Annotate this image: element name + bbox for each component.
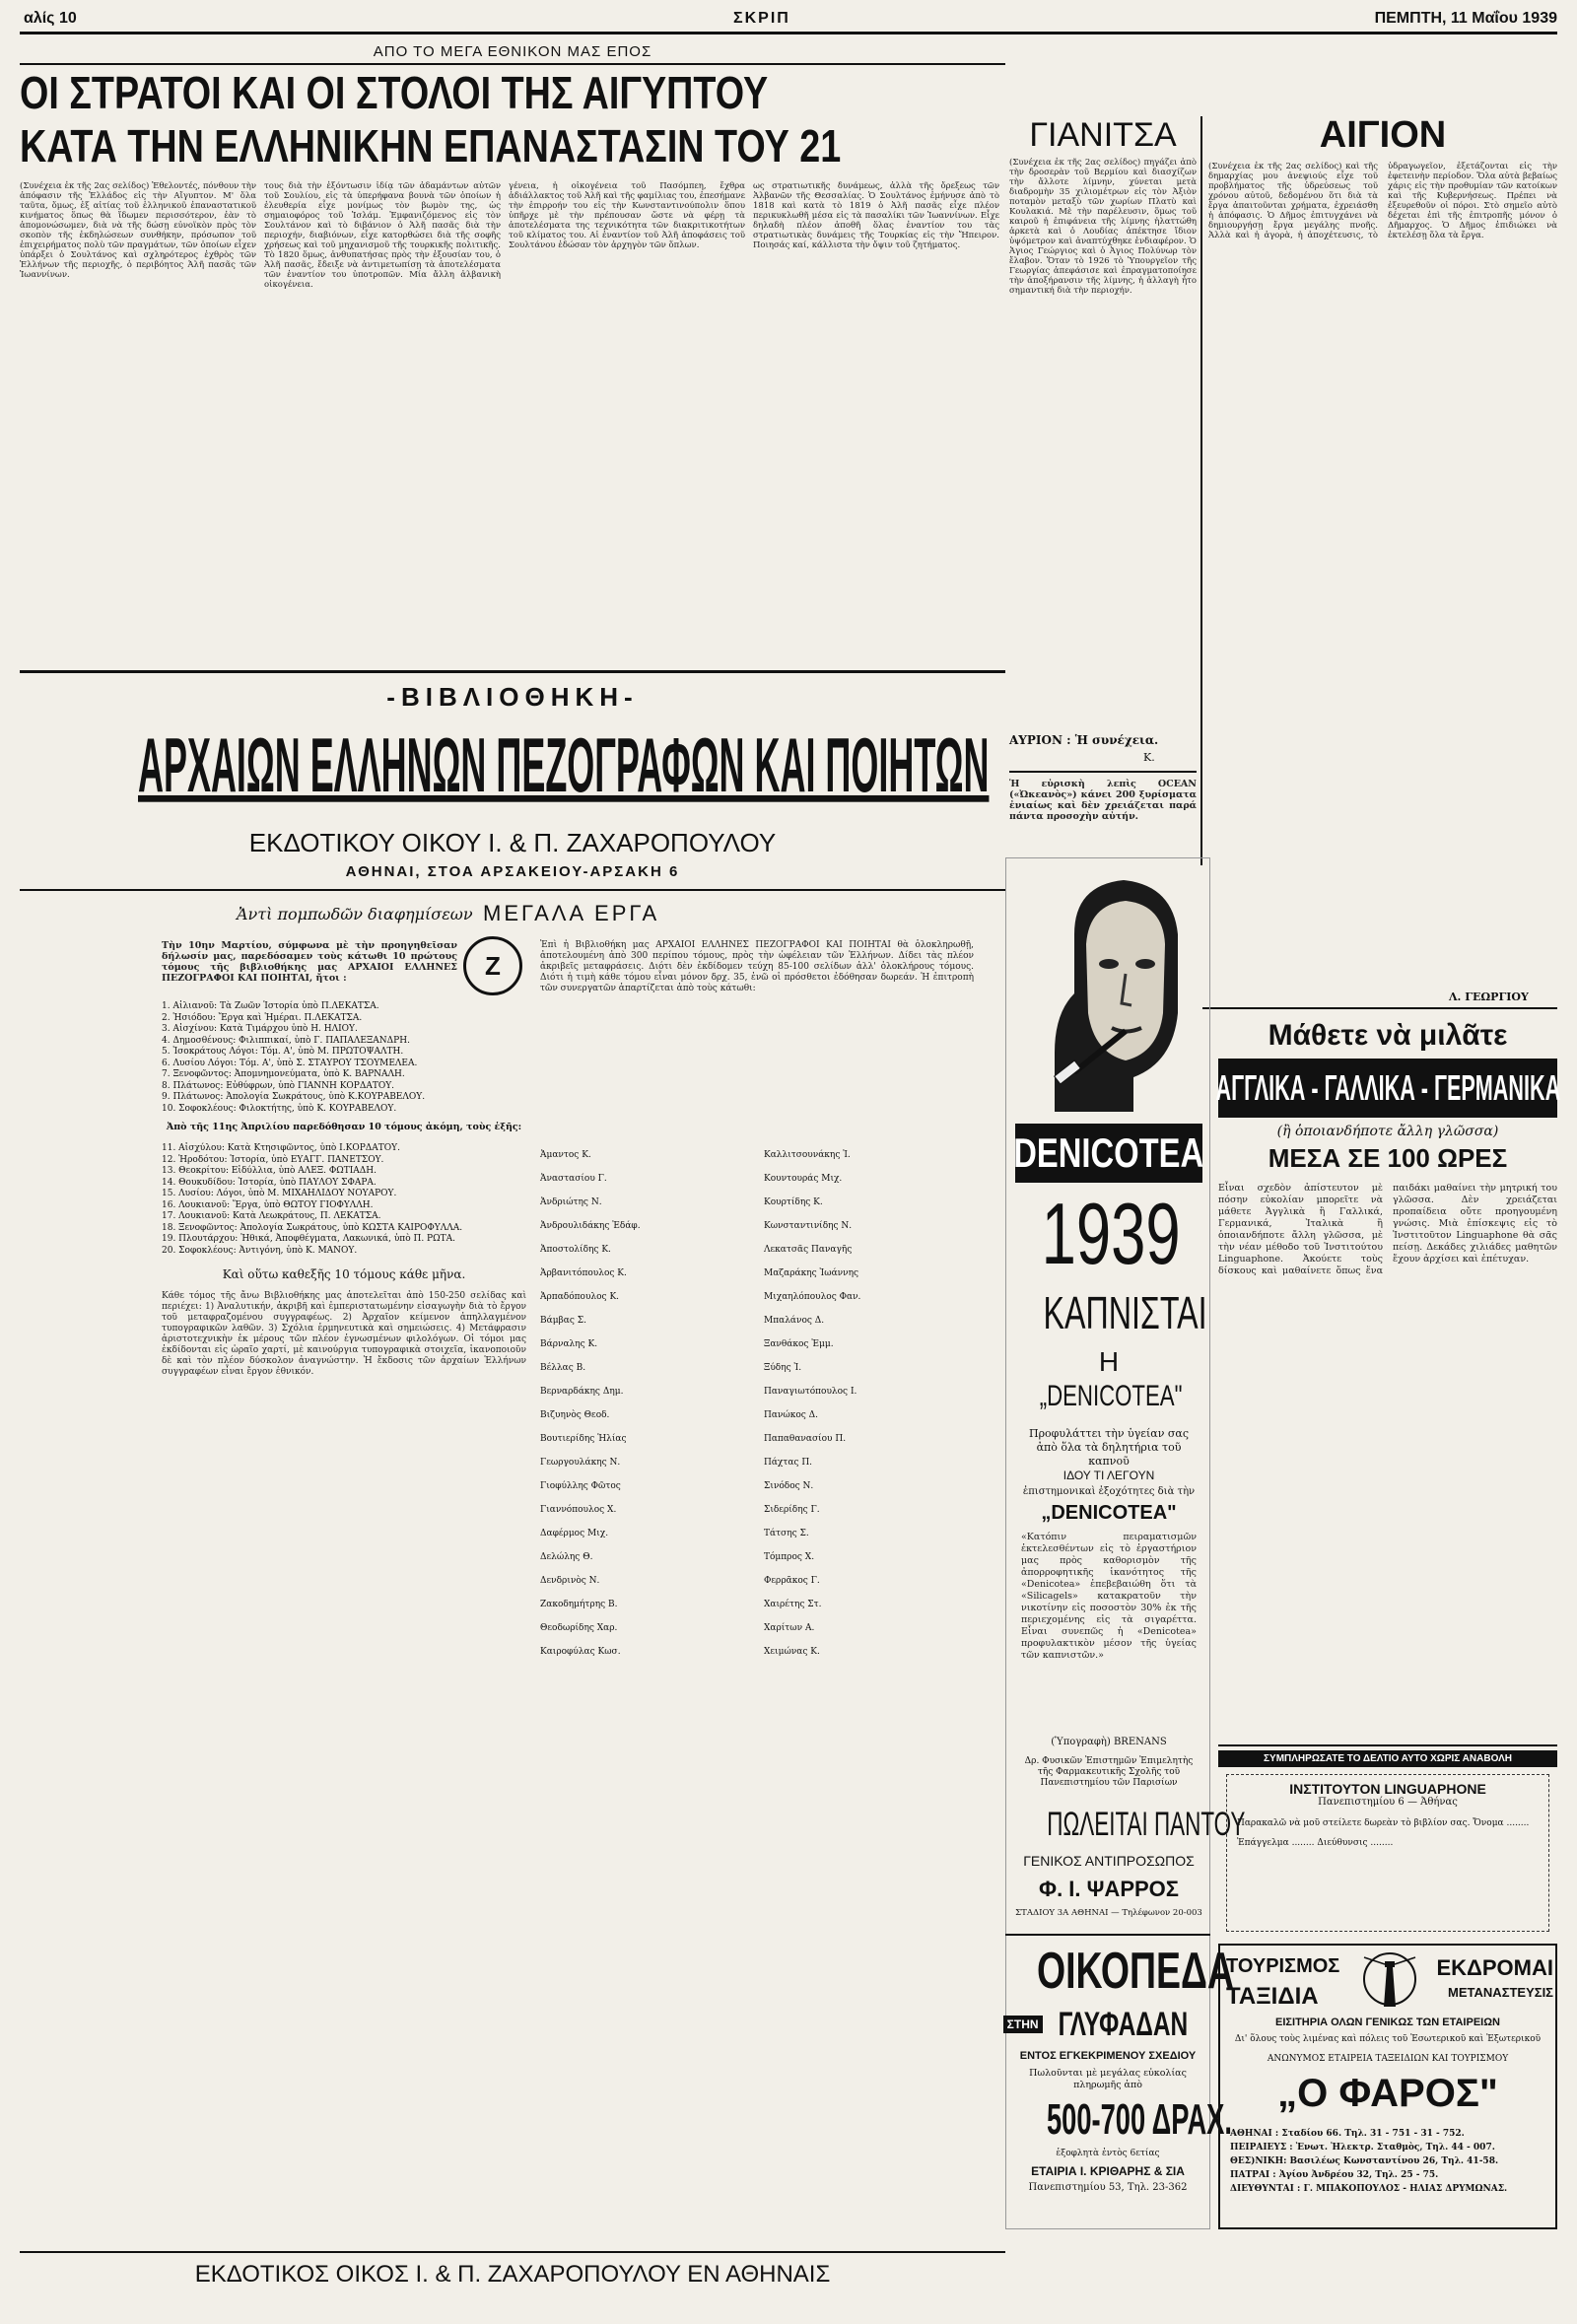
article-headline-1 — [20, 67, 1005, 118]
travel-office-item: ΔΙΕΥΘΥΝΤΑΙ : Γ. ΜΠΑΚΟΠΟΥΛΟΣ - ΗΛΙΑΣ ΔΡΥΜΩΝΑΣ. — [1230, 2184, 1508, 2194]
plots-company: ΕΤΑΙΡΙΑ Ι. ΚΡΙΘΑΡΗΣ & ΣΙΑ — [1031, 2164, 1185, 2178]
ganitsa-anchor — [1009, 39, 1197, 40]
library-title-box — [138, 719, 990, 818]
plots-plan: ΕΝΤΟΣ ΕΓΚΕΚΡΙΜΕΝΟΥ ΣΧΕΔΙΟΥ — [1019, 2050, 1197, 2062]
denicotea-doctor: Δρ. Φυσικῶν Ἐπιστημῶν Ἐπιμελητὴς τῆς Φαρμακευτικῆς Σχολῆς τοῦ Πανεπιστημίου τῶν Παρισίων — [1024, 1756, 1194, 1788]
collaborator-item: Μιχαηλόπουλος Φαν. — [764, 1292, 861, 1302]
collaborator-item: Μπαλάνος Δ. — [764, 1316, 825, 1326]
ganitsa-title: ΓΙΑΝΙΤΣΑ — [1029, 116, 1177, 154]
page-header — [24, 6, 1557, 32]
collaborator-item: Χαρίτων Α. — [764, 1623, 815, 1633]
collaborator-item: Καιροφύλας Κωσ. — [540, 1647, 621, 1657]
article-kicker: ΑΠΟ ΤΟ ΜΕΓΑ ΕΘΝΙΚΟΝ ΜΑΣ ΕΠΟΣ — [373, 43, 652, 60]
page-number: αλίς 10 — [24, 10, 77, 27]
aigion-author: Λ. ΓΕΩΡΓΙΟΥ — [1449, 991, 1529, 1003]
collaborator-item: Χαιρέτης Στ. — [764, 1600, 822, 1609]
collaborator-item: Κουρτίδης Κ. — [764, 1197, 823, 1207]
library-volume-item: 1. Αἰλιανοῦ: Τὰ Ζωῶν Ἱστορία ὑπὸ Π.ΛΕΚΑΤΣΑ. — [162, 1001, 379, 1011]
library-volume-item: 8. Πλάτωνος: Εὐθύφρων, ὑπὸ ΓΙΑΝΝΗ ΚΟΡΔΑΤΟΥ. — [162, 1080, 395, 1091]
aigion-title: ΑΙΓΙΟΝ — [1319, 114, 1447, 156]
library-volume-item: 17. Λουκιανοῦ: Κατὰ Λεωκράτους, Π. ΛΕΚΑΤΣΑ. — [162, 1211, 381, 1221]
ganitsa-signoff: ΑΥΡΙΟΝ : Ἡ συνέχεια. — [1009, 733, 1159, 747]
denicotea-address: ΣΤΑΔΙΟΥ 3Α ΑΘΗΝΑΙ — Τηλέφωνον 20-003 — [1015, 1908, 1202, 1918]
collaborator-item: Ἀνδριώτης Ν. — [540, 1197, 602, 1207]
aigion-bottom-rule — [1202, 1007, 1557, 1009]
plots-top-rule — [1005, 1934, 1210, 1936]
publisher-logo-icon: Z — [463, 936, 522, 995]
denicotea-quoted: „DENICOTEA" — [1039, 1380, 1183, 1412]
plots-in: ΣΤΗΝ — [1003, 2016, 1043, 2033]
header-rule — [20, 32, 1557, 34]
library-volume-item: 14. Θουκυδίδου: Ἱστορία, ὑπὸ ΠΑΥΛΟΥ ΣΦΑΡΑ. — [162, 1177, 377, 1188]
headline-1-text: ΟΙ ΣΤΡΑΤΟΙ ΚΑΙ ΟΙ ΣΤΟΛΟΙ ΤΗΣ ΑΙΓΥΠΤΟΥ — [20, 67, 769, 118]
collaborator-item: Κουντουράς Μιχ. — [764, 1174, 843, 1184]
library-volume-item: 18. Ξενοφῶντος: Ἀπολογία Σωκράτους, ὑπὸ ΚΩΣΤΑ ΚΑΙΡΟΦΥΛΛΑ. — [162, 1222, 463, 1233]
library-title: ΑΡΧΑΙΩΝ ΕΛΛΗΝΩΝ ΠΕΖΟΓΡΑΦΩΝ ΚΑΙ ΠΟΙΗΤΩΝ — [138, 721, 990, 809]
library-label: -ΒΙΒΛΙΟΘΗΚΗ- — [386, 682, 639, 712]
collaborator-item: Γιαννόπουλος Χ. — [540, 1505, 617, 1515]
library-volume-item: 2. Ἡσιόδου: Ἔργα καὶ Ἡμέραι. Π.ΛΕΚΑΤΣΑ. — [162, 1012, 363, 1023]
library-top-rule — [20, 670, 1005, 673]
library-volume-item: 5. Ἰσοκράτους Λόγοι: Τόμ. Α', ὑπὸ Μ. ΠΡΩΤΟΨΑΛΤΗ. — [162, 1047, 404, 1057]
collaborator-item: Τάτσης Σ. — [764, 1529, 809, 1538]
collaborator-item: Ἀναστασίου Γ. — [540, 1174, 607, 1184]
library-weekly: Καὶ οὕτω καθεξῆς 10 τόμους κάθε μῆνα. — [222, 1267, 466, 1281]
collaborator-item: Λεκατσᾶς Παναγῆς — [764, 1245, 853, 1255]
collaborator-item: Ἀρπαδόπουλος Κ. — [540, 1292, 620, 1302]
plots-title: ΟΙΚΟΠΕΔΑ — [1037, 1943, 1234, 2000]
lang-inst: ΙΝΣΤΙΤΟΥΤΟΝ LINGUAPHONE — [1289, 1781, 1486, 1797]
plots-terms: Πωλοῦνται μὲ μεγάλας εὐκολίας πληρωμῆς ἀπὸ — [1029, 2068, 1187, 2090]
library-footer: ΕΚΔΟΤΙΚΟΣ ΟΙΚΟΣ Ι. & Π. ΖΑΧΑΡΟΠΟΥΛΟΥ ΕΝ ΑΘΗΝΑΙΣ — [194, 2261, 831, 2288]
collaborator-item: Δενδρινὸς Ν. — [540, 1576, 600, 1586]
library-volume-item: 16. Λουκιανοῦ: Ἔργα, ὑπὸ ΘΩΤΟΥ ΓΙΟΦΥΛΛΗ. — [162, 1199, 374, 1210]
article-column-4: ως στρατιωτικῆς δυνάμεως, ἀλλὰ τῆς ὄρεξεως τῶν Ἀλβανῶν τῆς Θεσσαλίας. Ὁ Σουλτάνος ἐμήνυσε ἀπὸ τὸ 1818 καὶ κατὰ τὸ 1819 ὁ Ἀλῆ πασᾶς εἶχε πλέον περικυκλωθῆ μέσα εἰς τὰ πασαλίκι τῶν Ἰωαννίνων. Εἶχε δηλαδὴ πλέον ἀποθῆ ὅλας ἐναντίον του τὰς στρατιωτικὰς δυνάμεις τῆς Τουρκίας εἰς τὴν Ἤπειρον. Ποιησάς καί, κάλλιστα τὴν ὄψιν τοῦ ζητήματος. — [753, 181, 999, 250]
collaborator-item: Βουτιερίδης Ἡλίας — [540, 1434, 627, 1444]
denicotea-tagline: Προφυλάττει τὴν ὑγείαν σας ἀπὸ ὅλα τὰ δηλητήρια τοῦ καπνοῦ — [1029, 1427, 1189, 1468]
article-column-3: γένεια, ἡ οἰκογένεια τοῦ Πασόμπεη, ἔχθρα ἀδιάλλακτος τοῦ Ἀλῆ καὶ τῆς φαμίλιας του, ἐπεσήμανε τὴν ἐπιρροήν του εἰς τὴν Κωνσταντινούπολιν ὅπου ὑπῆρχε μὲ τὴν πρέπουσαν ὥστε νὰ φέρῃ τὰ ἀποτελέσματα της τεχνικότητα τῶν διακριτικοτήτων τοῦ κλίματος του. Αἱ ἐναντίον τοῦ Ἀλῆ ἀποφάσεις τοῦ Σουλτάνου ἐδώσαν τὸν ἀρχηγὸν τῶν ὅπλων. — [509, 181, 745, 250]
library-volume-item: 13. Θεοκρίτου: Εἰδύλλια, ὑπὸ ΑΛΕΞ. ΦΩΤΙΑΔΗ. — [162, 1166, 377, 1176]
collaborator-item: Δελώλης Θ. — [540, 1552, 593, 1562]
travel-transfer: ΜΕΤΑΝΑΣΤΕΥΣΙΣ — [1448, 1985, 1553, 2000]
collaborator-item: Βέλλας Β. — [540, 1363, 586, 1373]
article-column-2: τους διὰ τὴν ἐξόντωσιν ἰδίᾳ τῶν ἀδαμάντων αὐτῶν τοῦ Σουλίου, εἰς τὰ ὑπερήφανα βουνὰ τῶν ὁποίων ἡ ἐλευθερία εἶχε μονίμως τὸν βωμὸν της, ὡς σημαιοφόρος τοῦ Ἰσλάμ. Ἐμφανιζόμενος εἰς τὸν Σουλτάνον καὶ τὸ διβάνιον ὁ Ἀλῆ πασᾶς διὰ τὴν περιοχήν, διαβιόνων, εἶχε κατορθώσει διὰ τῆς σοφῆς χρήσεως καὶ τοῦ μηχανισμοῦ τῆς τουρκικῆς πολιτικῆς. Τὸ 1820 ὅμως, ἀνθυπατήσας πρὸς τὴν ἐξουσίαν του, ὁ Ἀλῆ πασᾶς, ἔδειξε νὰ ἀντιμετωπίσῃ τὰ ἀποτελέσματα τῶν ἐναντίον του ὑποτροπῶν. Μία ἄλλη ἀλβανικὴ οἰκογένεια. — [264, 181, 501, 290]
library-publisher: ΕΚΔΟΤΙΚΟΥ ΟΙΚΟΥ Ι. & Π. ΖΑΧΑΡΟΠΟΥΛΟΥ — [248, 828, 777, 857]
collaborator-item: Χειμώνας Κ. — [764, 1647, 820, 1657]
ganitsa-rule — [1009, 771, 1197, 773]
collaborator-item: Θεοδωρίδης Χαρ. — [540, 1623, 618, 1633]
lang-coupon-rule — [1218, 1744, 1557, 1746]
collaborator-item: Παναγιωτόπουλος Ι. — [764, 1387, 857, 1397]
denicotea-experts: ἐπιστημονικαὶ ἐξοχότητες διὰ τὴν — [1022, 1486, 1196, 1497]
lang-learn: Μάθετε νὰ μιλᾶτε — [1268, 1019, 1508, 1052]
lang-hours: ΜΕΣΑ ΣΕ 100 ΩΡΕΣ — [1268, 1143, 1508, 1173]
collaborator-item: Σινόδος Ν. — [764, 1481, 814, 1491]
headline-2-text: ΚΑΤΑ ΤΗΝ ΕΛΛΗΝΙΚΗΝ ΕΠΑΝΑΣΤΑΣΙΝ ΤΟΥ 21 — [20, 120, 842, 171]
travel-tourism: ΤΟΥΡΙΣΜΟΣ — [1226, 1955, 1340, 1977]
denicotea-quote: «Κατόπιν πειραματισμῶν ἐκτελεσθέντων εἰς τὸ ἐργαστήριον μας πρὸς καθορισμὸν τῆς ἀπορροφητικῆς ἱκανότητος τῆς «Denicotea» ἐπεβεβαιώθη ὅτι τὰ «Silicagels» κατακρατοῦν τὴν νικοτίνην εἰς ποσοστὸν 30% ἐκ τῆς περιεχομένης εἰς τὰ σιγαρέττα. Εἶναι συνεπῶς ἡ «Denicotea» προφυλακτικὸν μέσον τῆς ὑγείας τῶν καπνιστῶν.» — [1021, 1532, 1197, 1661]
travel-trips: ΤΑΞΙΔΙΑ — [1226, 1983, 1319, 2010]
plots-unit: ἑξοφλητὰ ἐντὸς 6ετίας — [1056, 2149, 1160, 2158]
collaborator-item: Πάχτας Π. — [764, 1458, 813, 1468]
travel-tickets: ΕΙΣΙΤΗΡΙΑ ΟΛΩΝ ΓΕΝΙΚΩΣ ΤΩΝ ΕΤΑΙΡΕΙΩΝ — [1275, 2016, 1500, 2028]
library-volume-item: 6. Λυσίου Λόγοι: Τόμ. Α', ὑπὸ Σ. ΣΤΑΥΡΟΥ ΤΣΟΥΜΕΛΕΑ. — [162, 1058, 418, 1068]
collaborator-item: Δαφέρμος Μιχ. — [540, 1529, 609, 1538]
lang-coupon[interactable] — [1226, 1774, 1549, 1932]
collaborator-item: Παπαθανασίου Π. — [764, 1434, 847, 1444]
collaborator-item: Γεωργουλάκης Ν. — [540, 1458, 621, 1468]
travel-company: ΑΝΩΝΥΜΟΣ ΕΤΑΙΡΕΙΑ ΤΑΞΕΙΔΙΩΝ ΚΑΙ ΤΟΥΡΙΣΜΟΥ — [1267, 2054, 1509, 2064]
collaborator-item: Μαζαράκης Ἰωάννης — [764, 1268, 859, 1278]
collaborator-item: Βερναρδάκης Δημ. — [540, 1387, 624, 1397]
library-volume-item: 9. Πλάτωνος: Ἀπολογία Σωκράτους, ὑπὸ Κ.ΚΟΥΡΑΒΕΛΟΥ. — [162, 1092, 426, 1102]
denicotea-banner — [1015, 1124, 1202, 1183]
denicotea-signature: (Ὑπογραφὴ) BRENANS — [1051, 1737, 1167, 1747]
article-headline-2 — [20, 120, 1005, 171]
ganitsa-text: (Συνέχεια ἐκ τῆς 2ας σελίδος) πηγάζει ἀπὸ τὴν δροσερὰν τοῦ Βερμίου καὶ διασχίζων τὴν ἄλλοτε λίμνην, χύνεται μετὰ διαδρομὴν 35 χιλιομέτρων εἰς τὸν Ἀξιὸν ποταμὸν μεταξὺ τῶν χωρίων Πλατὺ καὶ Κουλακιά. Μὲ τὴν παρέλευσιν, ὅμως τοῦ καιροῦ ἡ ἐπιφάνεια τῆς λίμνης ἠλαττώθη ἀρκετὰ καὶ ὁ Λουδίας ἀπέκτησε ἴδιον ὑψόμετρον καὶ ἀναπτύχθηκε ἐνδιαφέρον. Ὁ Ἀγιος Γεώργιος καὶ ὁ Ἀγιος Πολύνωρ τὸν ἔλαβον. Ὅταν τὸ 1926 τὸ Ὑπουργεῖον τῆς Γεωργίας ἀπεφάσισε καὶ ἐπραγματοποίησε τὴν ἀποξήρανσιν τῆς λίμνης, ἡ ἀλλαγὴ ἦτο σημαντική διὰ τὴν περιοχήν. — [1009, 158, 1197, 296]
collaborator-item: Φερρᾶκος Γ. — [764, 1576, 820, 1586]
lang-inst-addr: Πανεπιστημίου 6 — Ἀθήνας — [1318, 1797, 1458, 1808]
library-volume-item: 15. Λυσίου: Λόγοι, ὑπὸ Μ. ΜΙΧΑΗΛΙΔΟΥ ΝΟΥΑΡΟΥ. — [162, 1189, 397, 1198]
library-volume-item: 10. Σοφοκλέους: Φιλοκτήτης, ὑπὸ Κ. ΚΟΥΡΑΒΕΛΟΥ. — [162, 1103, 397, 1114]
ganitsa-author: Κ. — [1143, 751, 1155, 764]
denicotea-smokers: ΚΑΠΝΙΣΤΑΙ — [1043, 1287, 1207, 1338]
denicotea-year: 1939 — [1041, 1185, 1181, 1282]
plots-price: 500-700 ΔΡΑΧ. — [1047, 2095, 1232, 2144]
collaborator-item: Ζακοδημήτρης Β. — [540, 1600, 618, 1609]
lang-langs: ΑΓΓΛΙΚΑ - ΓΑΛΛΙΚΑ - ΓΕΡΜΑΝΙΚΑ — [1215, 1067, 1560, 1108]
collaborator-item: Καλλιτσουνάκης Ἰ. — [764, 1150, 851, 1160]
denicotea-say: ΙΔΟΥ ΤΙ ΛΕΓΟΥΝ — [1063, 1469, 1155, 1482]
library-volume-item: 7. Ξενοφῶντος: Ἀπομνημονεύματα, ὑπὸ Κ. ΒΑΡΝΑΛΗ. — [162, 1069, 405, 1079]
kicker-rule — [20, 63, 1005, 65]
collaborator-item: Βιζυηνὸς Θεοδ. — [540, 1410, 610, 1420]
travel-name: „Ο ΦΑΡΟΣ" — [1277, 2072, 1498, 2115]
lang-body: Εἶναι σχεδὸν ἀπίστευτον μὲ πόσην εὐκολίαν μπορεῖτε νὰ μάθετε Ἀγγλικὰ ἢ Γαλλικά, Γερμανικά, Ἰταλικὰ ἢ ὁποιανδήποτε ἄλλη γλῶσσα, μὲ τὴν νέαν μέθοδο τοῦ Ἰνστιτούτου Linguaphone. Ἀκούετε τοὺς δίσκους καὶ μαθαίνετε ὅπως ἕνα παιδάκι μαθαίνει τὴν μητρική του γλῶσσα. Δὲν χρειάζεται προπαίδεια οὔτε προηγουμένη γνώσις. Μιὰ ἐπίσκεψις εἰς τὸ Ἰνστιτοῦτον Linguaphone θὰ σᾶς πείσῃ. Δεκάδες χιλιάδες μαθητῶν ἔχουν ἀρχίσει καὶ ἐπέτυχαν. — [1218, 1183, 1557, 1276]
library-list-2 — [162, 1143, 526, 1257]
newspaper-title: ΣΚΡΙΠ — [733, 10, 790, 27]
denicotea-brand-2: „DENICOTEA" — [1041, 1502, 1177, 1524]
plots-place: ΓΛΥΦΑΔΑΝ — [1058, 2005, 1188, 2043]
plots-place-row — [1006, 2005, 1206, 2044]
travel-excursions: ΕΚΔΡΟΜΑΙ — [1436, 1955, 1553, 1980]
collaborator-item: Ἀρβανιτόπουλος Κ. — [540, 1268, 627, 1278]
lang-coupon-head: ΣΥΜΠΛΗΡΩΣΑΤΕ ΤΟ ΔΕΛΤΙΟ ΑΥΤΟ ΧΩΡΙΣ ΑΝΑΒΟΛΗ — [1218, 1750, 1557, 1767]
library-volume-item: 19. Πλουτάρχου: Ἠθικά, Ἀποφθέγματα, Λακωνικά, ὑπὸ Π. ΡΩΤΑ. — [162, 1234, 455, 1244]
library-volume-item: 4. Δημοσθένους: Φιλιππικαί, ὑπὸ Γ. ΠΑΠΑΛΕΞΑΝΔΡΗ. — [162, 1035, 410, 1046]
library-collaborators — [540, 1143, 974, 2247]
library-address: ΑΘΗΝΑΙ, ΣΤΟΑ ΑΡΣΑΚΕΙΟΥ-ΑΡΣΑΚΗ 6 — [345, 863, 680, 880]
denicotea-brand: DENICOTEA — [1013, 1129, 1204, 1176]
library-list-1 — [162, 1001, 526, 1115]
library-body: Κάθε τόμος τῆς ἄνω Βιβλιοθήκης μας ἀποτελεῖται ἀπὸ 150-250 σελίδας καὶ περιέχει: 1) Ἀναλυτικήν, ἀκριβῆ καὶ ἐμπεριστατωμένην εἰσαγωγὴν διὰ τὸ ἔργον τοῦ μεταφραζομένου συγγραφέως. 2) Ἀρχαῖον κείμενον ἀπηλλαγμένον τυπογραφικῶν λαθῶν. 3) Σχόλια ἑρμηνευτικὰ καὶ σημειώσεις. 4) Μετάφρασιν ἀριστοτεχνικὴν ἐκ μέρους τῶν πλέον ἐγνωσμένων φιλολόγων. Οἱ τόμοι μας ἐκδίδονται εἰς ὡραῖο χαρτί, μὲ καινούργια τυπογραφικὰ στοιχεῖα, ἱκανοποιοῦν δὲ καὶ τὸν πλέον δύσκολον ἀναγνώστην. Ἡ ἔκδοσις τῶν ἀρχαίων Ἑλλήνων συγγραφέων εἶναι ἔργον ἐθνικόν. — [162, 1291, 526, 1377]
library-volume-item: 20. Σοφοκλέους: Ἀντιγόνη, ὑπὸ Κ. ΜΑΝΟΥ. — [162, 1245, 358, 1256]
travel-office-item: ΠΑΤΡΑΙ : Ἀγίου Ἀνδρέου 32, Τηλ. 25 - 75. — [1230, 2170, 1439, 2180]
aigion-text: (Συνέχεια ἐκ τῆς 2ας σελίδος) καὶ τῆς δημαρχίας μου ἀνεψιούς εἶχε τοῦ προβλήματος τῆς ὑδρεύσεως τοῦ χρόνου αὐτοῦ, δεδομένου ὅτι διὰ τὰ ἔργα ἀπαιτοῦνται χρήματα, ἐχρειάσθη ἡ ἀπόφασις. Ὁ Δῆμος ἐπιτυγχάνει νὰ δημιουργήσῃ ἔργα μεγάλης πνοῆς. Ἀλλὰ καὶ ἡ ἀγορὰ, ἡ ἀποχέτευσις, τὸ ὑδραγωγεῖον, ἐξετάζονται εἰς τὴν ἐφετεινὴν περίοδον. Ὅλα αὐτὰ βεβαίως χάρις εἰς τὴν προθυμίαν τῶν κατοίκων καὶ τῆς Κυβερνήσεως. Πρέπει νὰ ἐξευρεθοῦν οἱ πόροι. Στὸ σημεῖο αὐτὸ δέχεται ἐπὶ τῆς ἐπιτροπῆς μόνον ὁ Δῆμαρχος. Ὁ Δῆμος ἐπιδιώκει νὰ ἐκτελέσῃ ὅλα τὰ ἔργα. — [1208, 162, 1557, 240]
collaborator-item: Πανώκος Δ. — [764, 1410, 819, 1420]
article-column-1: (Συνέχεια ἐκ τῆς 2ας σελίδος) Ἐθελοντές, πόνθουν τὴν ἀπόφασιν τῆς Ἑλλάδος εἰς τὴν Αἴγυπτον. Μ' ὅλα ταῦτα, ὅμως, ἐξ αἰτίας τοῦ ἑλληνικοῦ ἐπαναστατικοῦ κινήματος ὅπως θὰ ἴδωμεν περισσότερον, ἐὰν τὸ ἀπομονώσωμεν, διὰ νὰ τῆς δώσῃ εὐνοϊκὸν πρὸς τὸν σκοπὸν τῆς ἐκδηλώσεων συνθήκην, πρόσωπον τοῦ ἐπιχειρήματος πολὺ τῶν πραγμάτων, τῶν ὁποίων εἶχεν ὑπάρξει ὁ Σουλτάνος καὶ σχληρότερος ἐχθρὸς τῶν Ἑλλήνων τῆς περιοχῆς, ὁ περιβόητος Ἀλῆ πασᾶς τῶν Ἰωαννίνων. — [20, 181, 256, 280]
library-sub-a: Ἀντὶ πομπωδῶν διαφημίσεων — [237, 905, 473, 923]
travel-offices — [1230, 2127, 1549, 2196]
travel-office-item: ΘΕΣ)ΝΙΚΗ: Βασιλέως Κωνσταντίνου 26, Τηλ. 41-58. — [1230, 2156, 1499, 2166]
collaborator-item: Βάμβας Σ. — [540, 1316, 586, 1326]
denicotea-h: Η — [1098, 1346, 1120, 1377]
denicotea-agent: ΓΕΝΙΚΟΣ ΑΝΤΙΠΡΟΣΩΠΟΣ — [1023, 1853, 1195, 1869]
collaborator-item: Ξανθάκος Ἐμμ. — [764, 1339, 834, 1349]
collaborator-item: Ἀμαντος Κ. — [540, 1150, 591, 1160]
library-sub-b: ΜΕΓΑΛΑ ΕΡΓΑ — [483, 901, 660, 925]
travel-lines: Δι' ὅλους τοὺς λιμένας καὶ πόλεις τοῦ Ἐσωτερικοῦ καὶ Ἐξωτερικοῦ — [1234, 2034, 1542, 2044]
library-volume-item: 3. Αἰσχίνου: Κατὰ Τιμάρχου ὑπὸ Η. ΗΛΙΟΥ. — [162, 1024, 358, 1034]
issue-date: ΠΕΜΠΤΗ, 11 Μαΐου 1939 — [1374, 10, 1557, 27]
lang-or: (ἢ ὁποιανδήποτε ἄλλη γλῶσσα) — [1276, 1124, 1499, 1139]
collaborator-item: Κωνσταντινίδης Ν. — [764, 1221, 853, 1231]
library-volume-item: 11. Αἰσχύλου: Κατὰ Κτησιφῶντος, ὑπὸ Ι.ΚΟΡΔΑΤΟΥ. — [162, 1143, 400, 1153]
collaborator-item: Ξύδης Ἰ. — [764, 1363, 802, 1373]
lang-banner — [1215, 1059, 1560, 1118]
travel-office-item: ΑΘΗΝΑΙ : Σταδίου 66. Τηλ. 31 - 751 - 31 - 752. — [1230, 2129, 1465, 2139]
library-intro: Τὴν 10ην Μαρτίου, σύμφωνα μὲ τὴν προηγηθεῖσαν δήλωσίν μας, παρεδόσαμεν τοὺς κάτωθι 10 πρώτους τόμους τῆς βιβλιοθήκης μας ΑΡΧΑΙΟΙ ΕΛΛΗΝΕΣ ΠΕΖΟΓΡΑΦΟΙ ΚΑΙ ΠΟΙΗΤΑΙ, ἤτοι : — [162, 940, 457, 984]
travel-office-item: ΠΕΙΡΑΙΕΥΣ : Ἐνωτ. Ἠλεκτρ. Σταθμὸς, Τηλ. 44 - 007. — [1230, 2143, 1495, 2153]
collaborator-item: Ἀποστολίδης Κ. — [540, 1245, 611, 1255]
collaborator-item: Βάρναλης Κ. — [540, 1339, 598, 1349]
library-body-right: Ἐπὶ ἡ Βιβλιοθήκη μας ΑΡΧΑΙΟΙ ΕΛΛΗΝΕΣ ΠΕΖΟΓΡΑΦΟΙ ΚΑΙ ΠΟΙΗΤΑΙ θὰ ὁλοκληρωθῇ, ἀποτελουμένη ἀπὸ 300 περίπου τόμους, πρὸς τὴν ὠφέλειαν τῶν Ἑλλήνων. Δίδει τὰς πλέον ἀκριβεῖς μεταφράσεις. Διότι δὲν ἐκδίδομεν τεύχη 85-100 σελίδων ἀλλ' ὁλοκλήρους τόμους. Διότι ἡ τιμὴ κάθε τόμου εἶναι μόνον δρχ. 35, ἐνῶ οἱ πρόσθετοι ἐδόθησαν δωρεάν. Ἡ ἐπιτροπὴ τῶν συνεργατῶν ἀπαρτίζεται ἀπὸ τοὺς κάτωθι: — [540, 940, 974, 993]
denicotea-agent-name: Φ. Ι. ΨΑΡΡΟΣ — [1039, 1877, 1179, 1901]
library-sub-rule — [20, 889, 1005, 891]
collaborator-item: Γιοφύλλης Φῶτος — [540, 1481, 621, 1491]
collaborator-item: Σιδερίδης Γ. — [764, 1505, 820, 1515]
lighthouse-icon — [1360, 1949, 1419, 2018]
plots-addr: Πανεπιστημίου 53, Τηλ. 23-362 — [1028, 2182, 1188, 2193]
ocean-blade-note: Ἡ εὐρισκὴ λεπὶς OCEAN («Ὠκεανὸς») κάνει 200 ξυρίσματα ἐνιαίως καὶ δὲν χρειάζεται παρά πάντα προσοχὴν αὐτήν. — [1009, 779, 1197, 822]
lang-coupon-text: Παρακαλῶ νὰ μοῦ στείλετε δωρεὰν τὸ βιβλίον σας. Ὄνομα ........ Ἐπάγγελμα ........ Διεύθυνσις ........ — [1237, 1818, 1530, 1848]
denicotea-sold: ΠΩΛΕΙΤΑΙ ΠΑΝΤΟΥ — [1047, 1806, 1246, 1843]
library-footer-rule — [20, 2251, 1005, 2253]
smoker-portrait-icon — [1015, 865, 1202, 1122]
library-april-note: Ἀπὸ τῆς 11ης Ἀπριλίου παρεδόθησαν 10 τόμους ἀκόμη, τοὺς ἑξῆς: — [166, 1122, 522, 1132]
library-volume-item: 12. Ἡροδότου: Ἱστορία, ὑπὸ ΕΥΑΓΓ. ΠΑΝΕΤΣΟΥ. — [162, 1154, 384, 1165]
collaborator-item: Τόμπρος Χ. — [764, 1552, 815, 1562]
collaborator-item: Ἀνδρουλιδάκης Ἐδάφ. — [540, 1221, 641, 1231]
